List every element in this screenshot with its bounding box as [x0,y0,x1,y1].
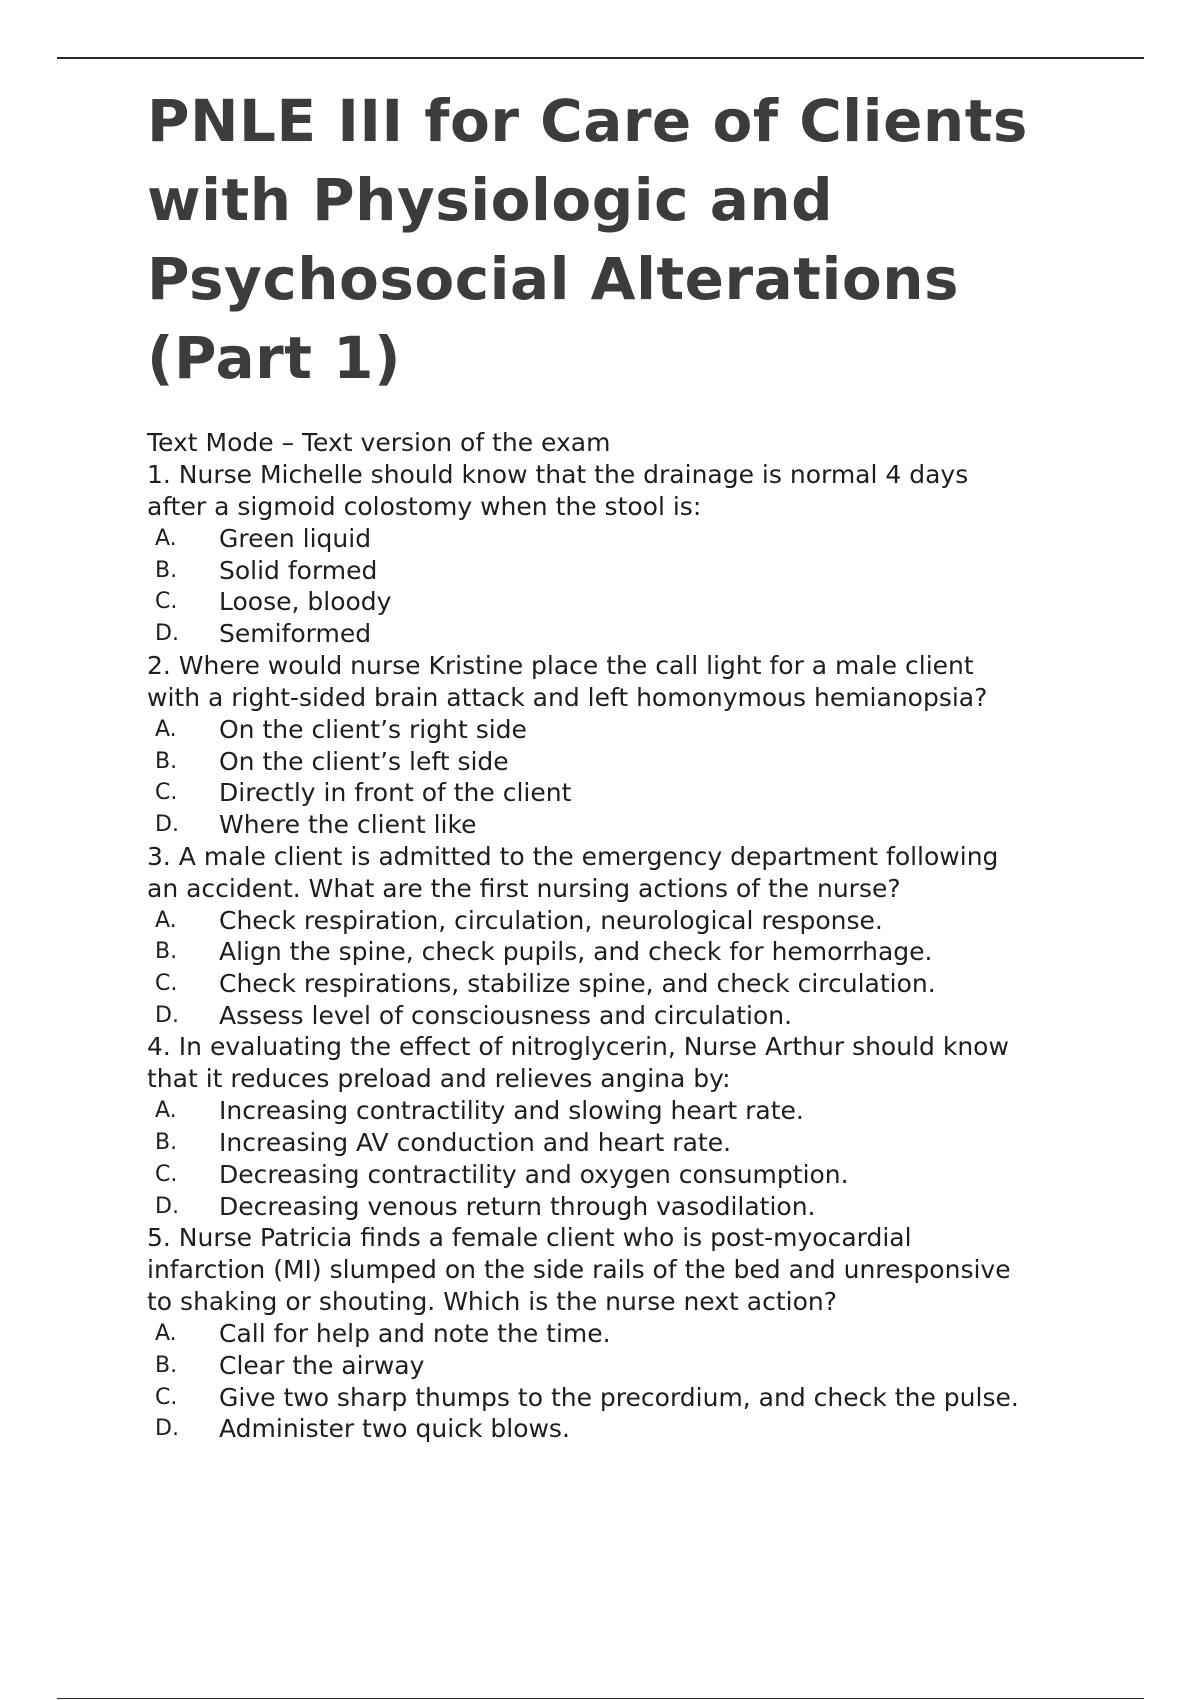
option-text: Increasing AV conduction and heart rate. [219,1128,732,1158]
question-stem [147,650,1107,714]
option-b [147,1350,1107,1382]
option-letter: D. [155,1193,179,1219]
option-text: Clear the airway [219,1350,425,1380]
option-letter: D. [155,811,179,837]
option-b [147,936,1107,968]
stem-line: 5. Nurse Patricia finds a female client who is post-myocardial [147,1223,912,1253]
option-letter: B. [155,557,178,583]
stem-line: 3. A male client is admitted to the emergency department following [147,841,999,871]
option-letter: A. [155,526,177,551]
option-text: Check respiration, circulation, neurological response. [219,905,883,935]
option-a [147,1318,1107,1350]
option-letter: A. [155,907,177,933]
option-text: Decreasing venous return through vasodilation. [219,1191,816,1221]
option-text: Check respirations, stabilize spine, and check circulation. [219,969,936,999]
stem-line: after a sigmoid colostomy when the stool is: [147,492,702,521]
option-text: Assess level of consciousness and circulation. [219,1000,793,1030]
option-letter: B. [155,939,178,965]
question-stem [147,1222,1107,1318]
option-b [147,1127,1107,1159]
option-a [147,1095,1107,1127]
question-3 [147,841,1107,1032]
option-text: Administer two quick blows. [219,1414,570,1444]
option-text: Align the spine, check pupils, and check for hemorrhage. [219,937,933,967]
question-2 [147,650,1107,841]
stem-line: to shaking or shouting. Which is the nurse next action? [147,1287,838,1317]
stem-line: 2. Where would nurse Kristine place the call light for a male client [147,650,974,680]
option-text: Decreasing contractility and oxygen consumption. [219,1159,849,1189]
stem-line: 4. In evaluating the effect of nitroglycerin, Nurse Arthur should know [147,1032,1009,1062]
option-d [147,1000,1107,1032]
stem-line: an accident. What are the first nursing actions of the nurse? [147,873,901,903]
document-body [147,82,1107,1445]
option-letter: D. [155,1002,179,1028]
question-5 [147,1222,1107,1445]
option-letter: C. [155,1161,178,1187]
option-letter: C. [155,780,178,806]
question-1 [147,459,1107,650]
answer-options [147,1318,1107,1445]
question-stem [147,841,1107,905]
stem-line: 1. Nurse Michelle should know that the drainage is normal 4 days [147,460,969,489]
option-letter: C. [155,971,178,997]
title-line: with Physiologic and [147,166,834,234]
option-text: Directly in front of the client [219,778,572,808]
option-letter: A. [155,1098,177,1124]
option-text: On the client’s left side [219,746,509,776]
option-letter: C. [155,589,178,615]
option-letter: C. [155,1384,178,1410]
answer-options [147,523,1107,650]
option-text: Green liquid [219,524,372,553]
option-d [147,618,1107,650]
option-b [147,746,1107,778]
option-d [147,1413,1107,1445]
option-text: Increasing contractility and slowing heart rate. [219,1096,804,1126]
option-letter: A. [155,1321,177,1347]
option-text: Loose, bloody [219,587,392,617]
title-line: Psychosocial Alterations [147,245,960,313]
option-a [147,523,1107,555]
question-stem [147,459,1107,523]
option-c [147,777,1107,809]
option-c [147,586,1107,618]
answer-options [147,905,1107,1032]
option-b [147,555,1107,587]
option-c [147,968,1107,1000]
option-letter: D. [155,621,179,647]
question-4 [147,1031,1107,1222]
option-c [147,1382,1107,1414]
stem-line: with a right-sided brain attack and left homonymous hemianopsia? [147,682,988,712]
answer-options [147,714,1107,841]
option-d [147,1191,1107,1223]
option-text: Give two sharp thumps to the precordium, and check the pulse. [219,1382,1019,1412]
title-line: (Part 1) [147,324,401,392]
option-c [147,1159,1107,1191]
option-a [147,905,1107,937]
mode-text: Text Mode – Text version of the exam [147,428,611,457]
stem-line: that it reduces preload and relieves angina by: [147,1064,731,1094]
stem-line: infarction (MI) slumped on the side rails of the bed and unresponsive [147,1255,1011,1285]
title-line: PNLE III for Care of Clients [147,87,1028,155]
question-stem [147,1031,1107,1095]
option-letter: A. [155,716,177,742]
option-letter: D. [155,1416,179,1442]
option-text: Solid formed [219,555,378,585]
bottom-rule [57,1698,1144,1699]
answer-options [147,1095,1107,1222]
option-text: Where the client like [219,809,477,839]
option-letter: B. [155,1130,178,1156]
option-a [147,714,1107,746]
page-title [147,82,1107,398]
option-letter: B. [155,748,178,774]
option-text: Semiformed [219,619,372,649]
option-letter: B. [155,1352,178,1378]
option-d [147,809,1107,841]
option-text: Call for help and note the time. [219,1319,611,1349]
top-rule [57,57,1144,59]
option-text: On the client’s right side [219,714,527,744]
